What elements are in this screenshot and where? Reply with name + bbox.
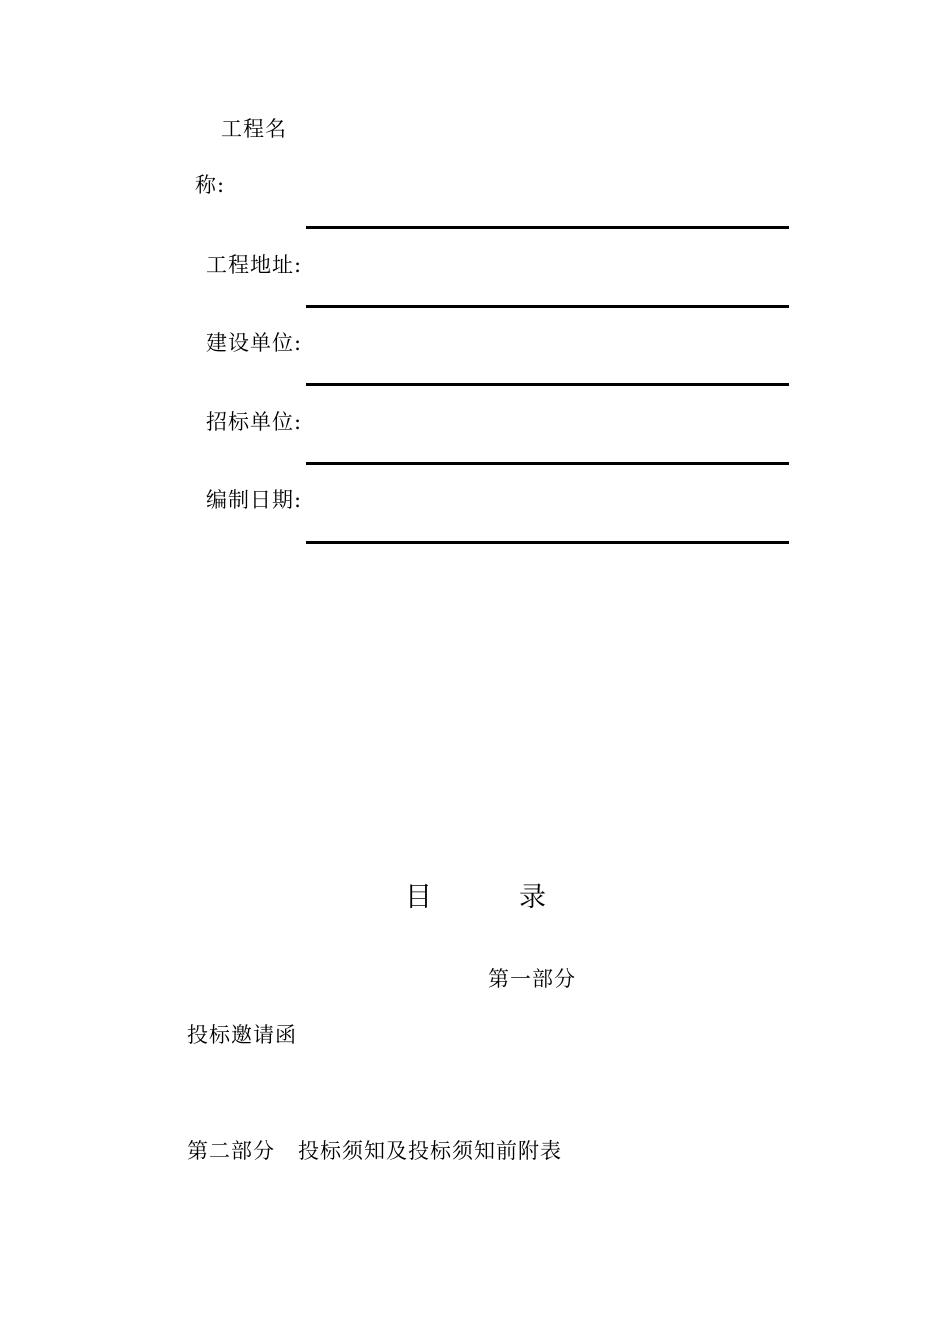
toc-title-char-2: 录	[519, 882, 546, 913]
toc-part1-item: 投标邀请函	[187, 1023, 297, 1047]
toc-title-char-1: 目	[405, 882, 432, 913]
project-address-label: 工程地址:	[206, 253, 303, 277]
tendering-unit-underline	[306, 462, 789, 465]
toc-part2-heading: 第二部分	[187, 1139, 275, 1163]
toc-part1-heading: 第一部分	[488, 967, 576, 991]
project-name-label-line2: 称:	[195, 173, 226, 197]
project-name-label-line1: 工程名	[221, 117, 287, 141]
toc-part2-item: 投标须知及投标须知前附表	[298, 1139, 562, 1163]
construction-unit-underline	[306, 383, 789, 386]
project-name-underline	[306, 226, 789, 229]
project-address-underline	[306, 305, 789, 308]
compile-date-label: 编制日期:	[206, 488, 303, 512]
construction-unit-label: 建设单位:	[206, 331, 303, 355]
compile-date-underline	[306, 541, 789, 544]
tendering-unit-label: 招标单位:	[206, 410, 303, 434]
